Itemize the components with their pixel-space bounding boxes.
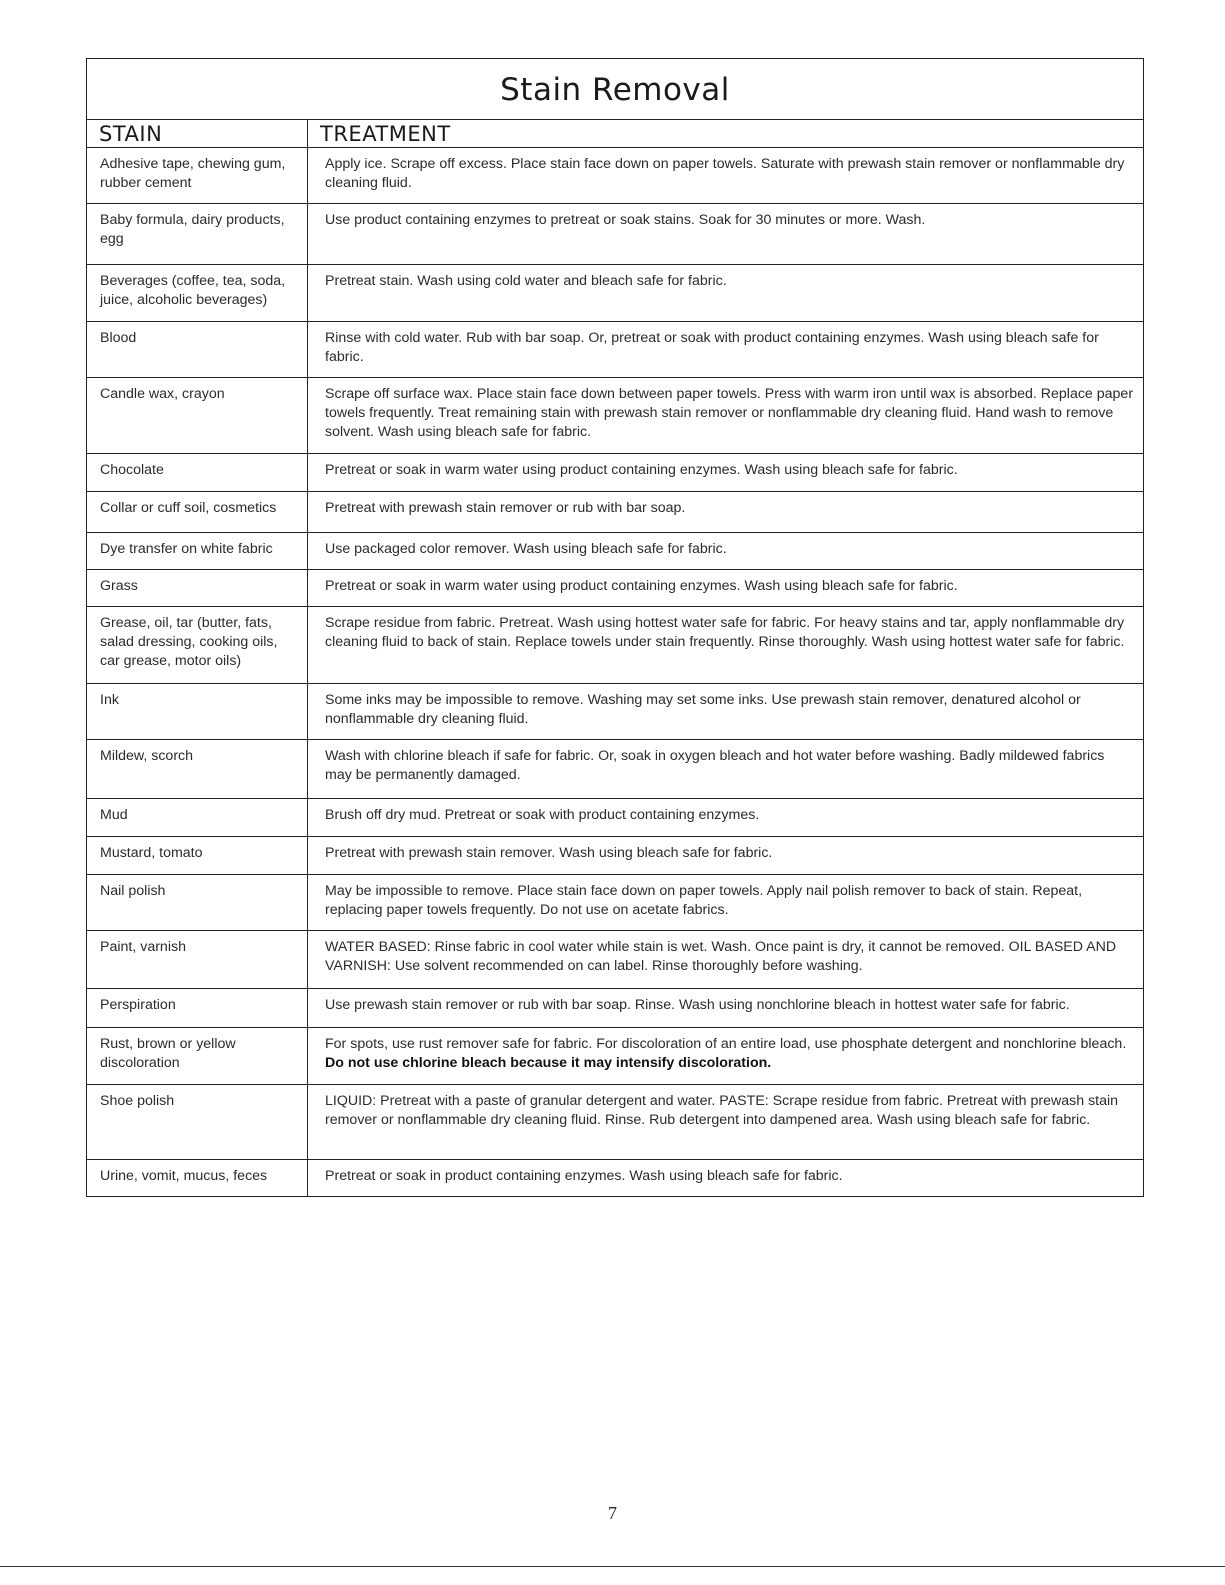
stain-name: Mud <box>87 799 308 837</box>
treatment-text: Pretreat or soak in product containing enzymes. Wash using bleach safe for fabric. <box>325 1168 843 1184</box>
table-row <box>87 607 1144 684</box>
table-row <box>87 684 1144 740</box>
stain-treatment <box>308 204 1144 265</box>
treatment-text: Apply ice. Scrape off excess. Place stain face down on paper towels. Saturate with prewash stain remover or nonflammable dry cleaning fluid. <box>325 156 1125 191</box>
table-row <box>87 799 1144 837</box>
stain-name: Nail polish <box>87 875 308 931</box>
stain-treatment <box>308 989 1144 1028</box>
stain-name: Grease, oil, tar (butter, fats, salad dressing, cooking oils, car grease, motor oils) <box>87 607 308 684</box>
stain-treatment <box>308 799 1144 837</box>
table-row <box>87 989 1144 1028</box>
table-row <box>87 570 1144 607</box>
treatment-text: Use prewash stain remover or rub with bar soap. Rinse. Wash using nonchlorine bleach in hottest water safe for fabric. <box>325 997 1070 1013</box>
treatment-text: Wash with chlorine bleach if safe for fabric. Or, soak in oxygen bleach and hot water before washing. Badly mildewed fabrics may be permanently damaged. <box>325 748 1105 783</box>
stain-column-header: STAIN <box>87 120 308 148</box>
stain-name: Rust, brown or yellow discoloration <box>87 1028 308 1085</box>
stain-treatment <box>308 533 1144 570</box>
stain-name: Mustard, tomato <box>87 837 308 875</box>
stain-name: Baby formula, dairy products, egg <box>87 204 308 265</box>
stain-name: Ink <box>87 684 308 740</box>
stain-name: Grass <box>87 570 308 607</box>
treatment-text: May be impossible to remove. Place stain face down on paper towels. Apply nail polish remover to back of stain. Repeat, replacing paper towels frequently. Do not use on acetate fabrics. <box>325 883 1083 918</box>
stain-name: Dye transfer on white fabric <box>87 533 308 570</box>
page-number: 7 <box>608 1503 617 1523</box>
stain-treatment <box>308 1160 1144 1197</box>
stain-treatment <box>308 265 1144 322</box>
table-row <box>87 740 1144 799</box>
stain-treatment <box>308 148 1144 204</box>
stain-name: Paint, varnish <box>87 931 308 989</box>
treatment-text: For spots, use rust remover safe for fabric. For discoloration of an entire load, use phosphate detergent and nonchlorine bleach. <box>325 1036 1127 1052</box>
stain-treatment <box>308 570 1144 607</box>
stain-treatment <box>308 492 1144 533</box>
stain-treatment <box>308 875 1144 931</box>
table-row <box>87 148 1144 204</box>
stain-name: Beverages (coffee, tea, soda, juice, alcoholic beverages) <box>87 265 308 322</box>
treatment-text: Some inks may be impossible to remove. Washing may set some inks. Use prewash stain remover, denatured alcohol or nonflammable dry cleaning fluid. <box>325 692 1081 727</box>
stain-treatment <box>308 322 1144 378</box>
treatment-text: Use packaged color remover. Wash using bleach safe for fabric. <box>325 541 727 557</box>
stain-name: Shoe polish <box>87 1085 308 1160</box>
treatment-text: Rinse with cold water. Rub with bar soap. Or, pretreat or soak with product containing enzymes. Wash using bleach safe for fabric. <box>325 330 1099 365</box>
treatment-text: LIQUID: Pretreat with a paste of granular detergent and water. PASTE: Scrape residue from fabric. Pretreat with prewash stain remover or nonflammable dry cleaning fluid. Rinse. Rub detergent into dampened area. Wash using bleach safe for fabric. <box>325 1093 1119 1128</box>
table-row <box>87 533 1144 570</box>
treatment-warning: Do not use chlorine bleach because it may intensify discoloration. <box>325 1055 772 1071</box>
stain-treatment <box>308 684 1144 740</box>
table-header-row <box>87 120 1144 148</box>
table-row <box>87 265 1144 322</box>
stain-treatment <box>308 837 1144 875</box>
treatment-text: WATER BASED: Rinse fabric in cool water while stain is wet. Wash. Once paint is dry, it cannot be removed. OIL BASED AND VARNISH: Use solvent recommended on can label. Rinse thoroughly before washing. <box>325 939 1117 974</box>
treatment-text: Pretreat or soak in warm water using product containing enzymes. Wash using bleach safe for fabric. <box>325 462 958 478</box>
table-row <box>87 931 1144 989</box>
table-row <box>87 204 1144 265</box>
treatment-text: Scrape off surface wax. Place stain face down between paper towels. Press with warm iron until wax is absorbed. Replace paper towels frequently. Treat remaining stain with prewash stain remover or nonflammable dry cleaning fluid. Hand wash to remove solvent. Wash using bleach safe for fabric. <box>325 386 1134 440</box>
stain-treatment <box>308 931 1144 989</box>
table-body <box>87 148 1144 1197</box>
stain-name: Adhesive tape, chewing gum, rubber cement <box>87 148 308 204</box>
stain-removal-table <box>86 58 1144 1197</box>
treatment-text: Brush off dry mud. Pretreat or soak with product containing enzymes. <box>325 807 760 823</box>
treatment-text: Pretreat or soak in warm water using product containing enzymes. Wash using bleach safe for fabric. <box>325 578 958 594</box>
stain-name: Collar or cuff soil, cosmetics <box>87 492 308 533</box>
treatment-text: Use product containing enzymes to pretreat or soak stains. Soak for 30 minutes or more. Wash. <box>325 212 926 228</box>
page-title: Stain Removal <box>87 59 1144 120</box>
stain-name: Blood <box>87 322 308 378</box>
table-row <box>87 454 1144 492</box>
stain-name: Chocolate <box>87 454 308 492</box>
table-row <box>87 1028 1144 1085</box>
treatment-text: Scrape residue from fabric. Pretreat. Wash using hottest water safe for fabric. For heavy stains and tar, apply nonflammable dry cleaning fluid to back of stain. Replace towels under stain frequently. Rinse thoroughly. Wash using hottest water safe for fabric. <box>325 615 1125 650</box>
treatment-text: Pretreat with prewash stain remover. Wash using bleach safe for fabric. <box>325 845 773 861</box>
stain-name: Mildew, scorch <box>87 740 308 799</box>
stain-treatment <box>308 378 1144 454</box>
stain-treatment <box>308 1085 1144 1160</box>
table-row <box>87 322 1144 378</box>
stain-name: Urine, vomit, mucus, feces <box>87 1160 308 1197</box>
stain-treatment <box>308 454 1144 492</box>
table-row <box>87 1085 1144 1160</box>
table-row <box>87 1160 1144 1197</box>
stain-treatment <box>308 740 1144 799</box>
stain-name: Candle wax, crayon <box>87 378 308 454</box>
table-row <box>87 378 1144 454</box>
bottom-divider <box>0 1566 1225 1567</box>
treatment-column-header: TREATMENT <box>308 120 1144 148</box>
table-row <box>87 837 1144 875</box>
stain-treatment <box>308 1028 1144 1085</box>
stain-treatment <box>308 607 1144 684</box>
treatment-text: Pretreat stain. Wash using cold water and bleach safe for fabric. <box>325 273 727 289</box>
table-row <box>87 492 1144 533</box>
treatment-text: Pretreat with prewash stain remover or rub with bar soap. <box>325 500 686 516</box>
stain-name: Perspiration <box>87 989 308 1028</box>
table-row <box>87 875 1144 931</box>
